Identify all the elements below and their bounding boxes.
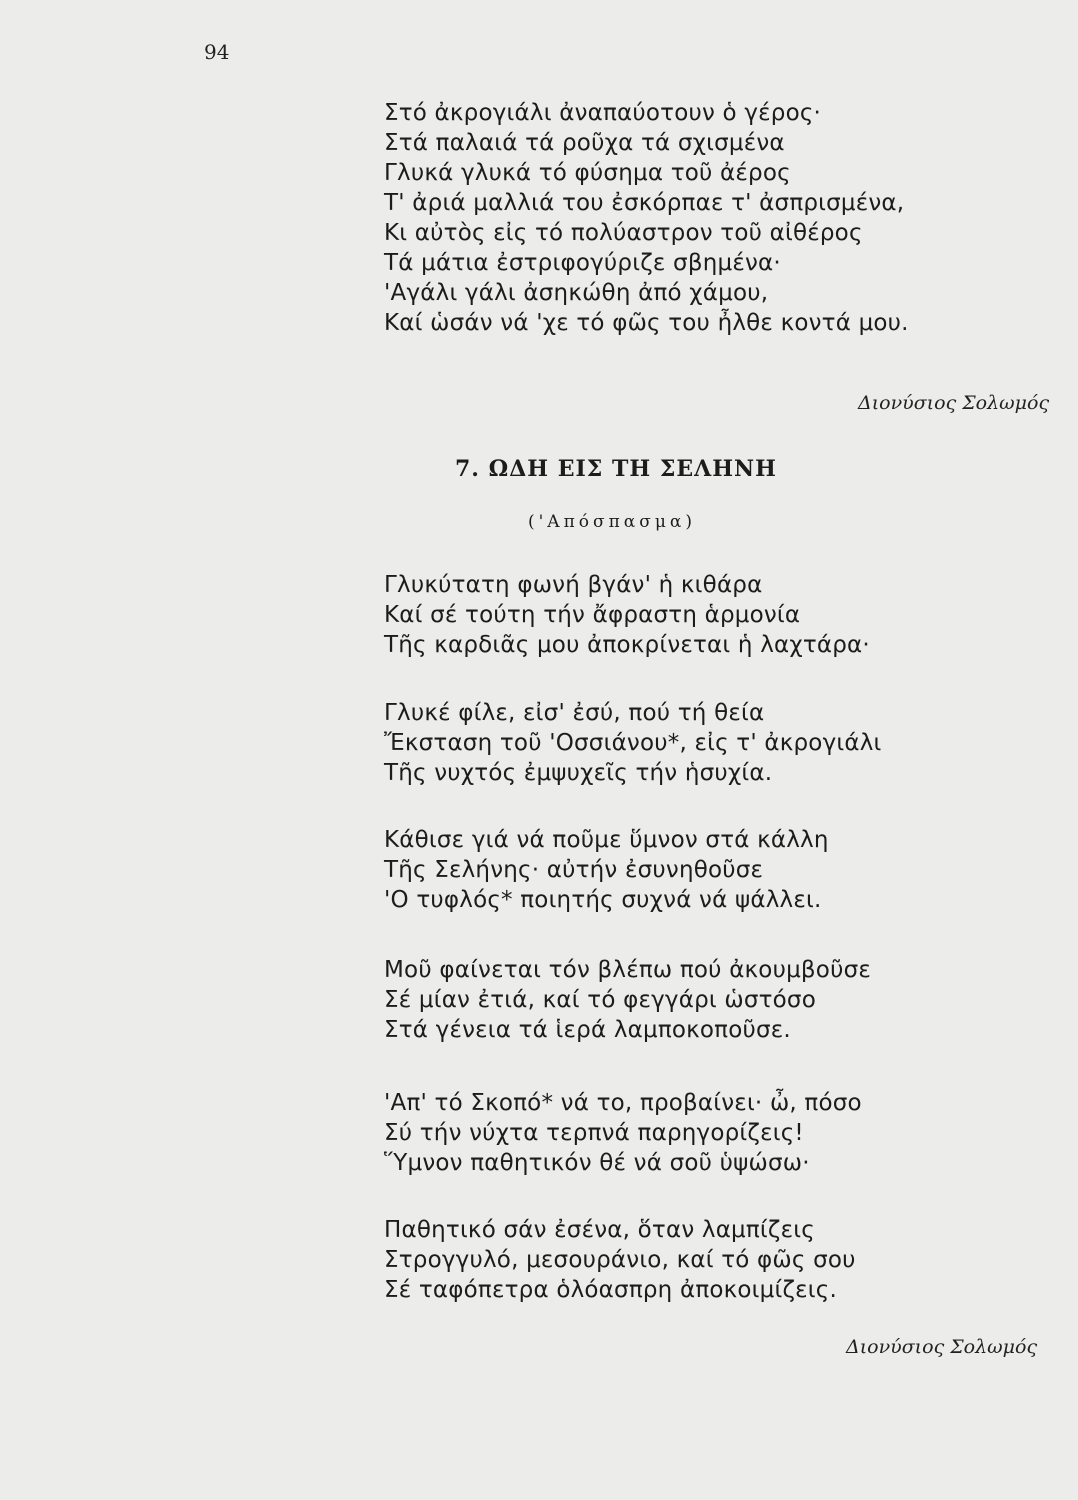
poem2-stanza-4	[384, 955, 871, 1045]
poem-line: Γλυκύτατη φωνή βγάν' ἡ κιθάρα	[384, 572, 763, 598]
poem-line: Σύ τήν νύχτα τερπνά παρηγορίζεις!	[384, 1120, 804, 1146]
poem-line: Τ' ἀριά μαλλιά του ἐσκόρπαε τ' ἀσπρισμένα,	[384, 190, 905, 216]
poem2-stanza-6	[384, 1215, 856, 1305]
poem2-attribution: Διονύσιος Σολωμός	[846, 1336, 1038, 1358]
poem-line: 'Ο τυφλός* ποιητής συχνά νά ψάλλει.	[384, 887, 822, 913]
poem-line: Παθητικό σάν ἐσένα, ὅταν λαμπίζεις	[384, 1217, 815, 1243]
poem1-stanza	[384, 98, 909, 338]
poem-line: Καί ὡσάν νά 'χε τό φῶς του ἦλθε κοντά μου.	[384, 310, 909, 336]
poem-title: 7. ΩΔΗ ΕΙΣ ΤΗ ΣΕΛΗΝΗ	[455, 456, 777, 482]
poem-line: Μοῦ φαίνεται τόν βλέπω πού ἀκουμβοῦσε	[384, 957, 871, 983]
poem-line: Τῆς καρδιᾶς μου ἀποκρίνεται ἡ λαχτάρα·	[384, 632, 870, 658]
poem-line: Γλυκά γλυκά τό φύσημα τοῦ ἀέρος	[384, 160, 791, 186]
poem-line: Στά γένεια τά ἱερά λαμποκοποῦσε.	[384, 1017, 791, 1043]
poem-line: Καί σέ τούτη τήν ἄφραστη ἁρμονία	[384, 602, 801, 628]
poem2-stanza-5	[384, 1088, 862, 1178]
poem-line: Κι αὐτὸς εἰς τό πολύαστρον τοῦ αἰθέρος	[384, 220, 863, 246]
poem-line: Κάθισε γιά νά ποῦμε ὕμνον στά κάλλη	[384, 827, 829, 853]
poem-line: Τῆς νυχτός ἐμψυχεῖς τήν ἡσυχία.	[384, 760, 773, 786]
poem-line: Σέ μίαν ἐτιά, καί τό φεγγάρι ὡστόσο	[384, 987, 816, 1013]
poem2-stanza-2	[384, 698, 882, 788]
poem-line: 'Αγάλι γάλι ἀσηκώθη ἀπό χάμου,	[384, 280, 769, 306]
poem-line: Στά παλαιά τά ροῦχα τά σχισμένα	[384, 130, 785, 156]
poem-line: Γλυκέ φίλε, εἰσ' ἐσύ, πού τή θεία	[384, 700, 765, 726]
poem-line: Στό ἀκρογιάλι ἀναπαύοτουν ὁ γέρος·	[384, 100, 822, 126]
poem-line: Σέ ταφόπετρα ὁλόασπρη ἀποκοιμίζεις.	[384, 1277, 837, 1303]
poem2-stanza-1	[384, 570, 870, 660]
poem-line: Ὕμνον παθητικόν θέ νά σοῦ ὑψώσω·	[384, 1150, 810, 1176]
poem-line: Ἔκσταση τοῦ 'Οσσιάνου*, εἰς τ' ἀκρογιάλι	[384, 730, 882, 756]
poem-line: 'Απ' τό Σκοπό* νά το, προβαίνει· ὦ, πόσο	[384, 1090, 862, 1116]
poem-line: Τά μάτια ἐστριφογύριζε σβημένα·	[384, 250, 781, 276]
poem-line: Τῆς Σελήνης· αὐτήν ἐσυνηθοῦσε	[384, 857, 764, 883]
page-number: 94	[204, 40, 230, 64]
poem-subtitle: ('Απόσπασμα)	[528, 512, 697, 532]
poem-line: Στρογγυλό, μεσουράνιο, καί τό φῶς σου	[384, 1247, 856, 1273]
poem2-stanza-3	[384, 825, 829, 915]
poem1-attribution: Διονύσιος Σολωμός	[858, 392, 1050, 414]
